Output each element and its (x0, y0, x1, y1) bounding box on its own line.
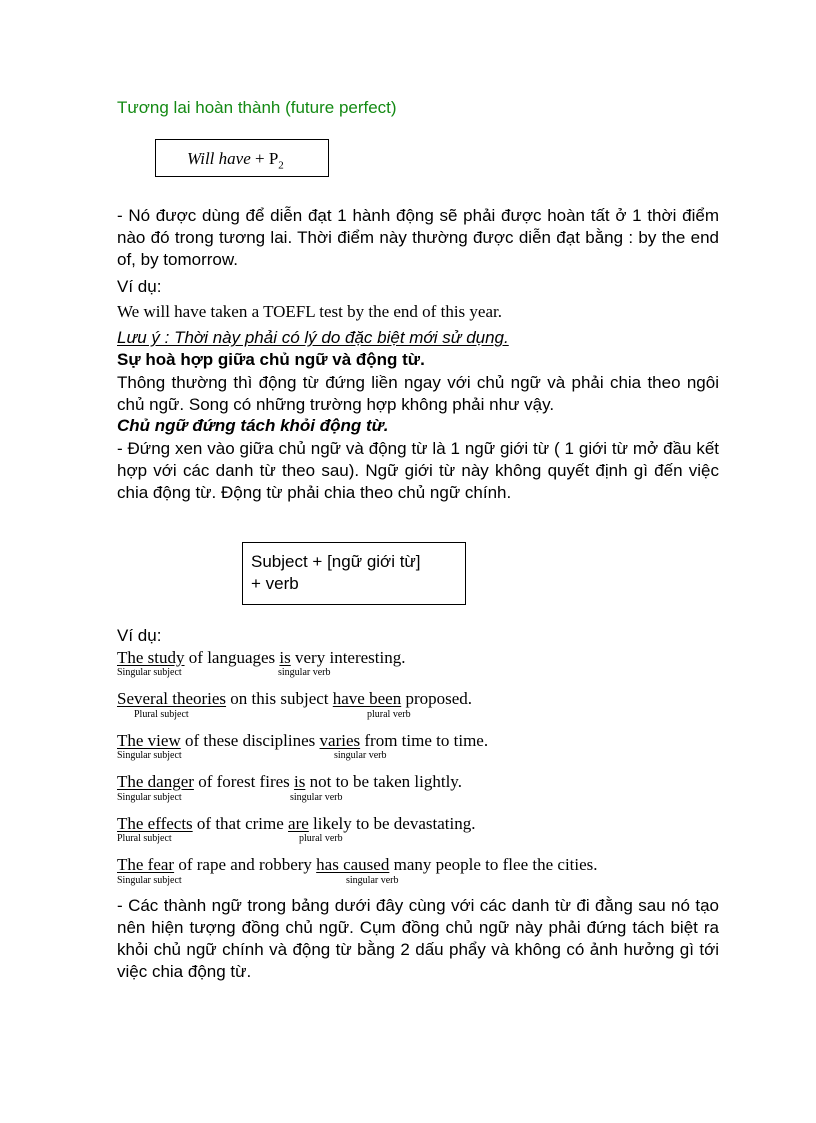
sentence-middle: of rape and robbery (174, 855, 317, 874)
subsection-heading: Chủ ngữ đứng tách khỏi động từ. (117, 416, 389, 435)
verb-label: singular verb (334, 750, 387, 761)
usage-note: Lưu ý : Thời này phải có lý do đặc biệt mới sử dụng. (117, 328, 509, 347)
example-sentence (117, 731, 488, 751)
sentence-subject: The effects (117, 814, 193, 833)
sentence-verb: is (279, 648, 291, 667)
sentence-rest: likely to be devastating. (308, 814, 476, 833)
sentence-rest: very interesting. (290, 648, 406, 667)
sentence-middle: of forest fires (193, 772, 295, 791)
example-sentence (117, 855, 598, 875)
sentence-middle: on this subject (226, 689, 333, 708)
verb-label: plural verb (367, 709, 411, 720)
formula-will-have: Will have (187, 149, 251, 168)
sentence-middle: of that crime (192, 814, 289, 833)
pattern-box (242, 542, 466, 605)
subject-label: Singular subject (117, 792, 182, 803)
formula-box (155, 139, 329, 177)
sentence-middle: of these disciplines (180, 731, 320, 750)
sentence-rest: from time to time. (360, 731, 489, 750)
example-sentence (117, 648, 405, 668)
sentence-subject: The danger (117, 772, 194, 791)
subject-label: Plural subject (117, 833, 172, 844)
sentence-verb: are (288, 814, 309, 833)
section-intro: Thông thường thì động từ đứng liền ngay với chủ ngữ và phải chia theo ngôi chủ ngữ. Song có những trường hợp không phải như vậy. (117, 373, 719, 414)
closing-paragraph: - Các thành ngữ trong bảng dưới đây cùng với các danh từ đi đằng sau nó tạo nên hiện tượng đồng chủ ngữ. Cụm đồng chủ ngữ này phải đứng tách biệt ra khỏi chủ ngữ chính và động từ bằng 2 dấu phẩy và không có ảnh hưởng gì tới việc chia động từ. (117, 896, 719, 981)
example-sentence (117, 814, 475, 834)
example-sentence (117, 689, 472, 709)
subject-label: Singular subject (117, 750, 182, 761)
sentence-verb: varies (319, 731, 361, 750)
formula-plus-p: + P (250, 149, 279, 168)
sentence-subject: The fear (117, 855, 175, 874)
example-sentence-1: We will have taken a TOEFL test by the end of this year. (117, 302, 502, 321)
subject-label: Plural subject (134, 709, 189, 720)
verb-label: singular verb (278, 667, 331, 678)
usage-description: - Nó được dùng để diễn đạt 1 hành động sẽ phải được hoàn tất ở 1 thời điểm nào đó trong tương lai. Thời điểm này thường được diễn đạt bằng : by the end of, by tomorrow. (117, 206, 719, 269)
verb-label: plural verb (299, 833, 343, 844)
subject-label: Singular subject (117, 875, 182, 886)
example-sentence (117, 772, 462, 792)
sentence-subject: The study (117, 648, 185, 667)
sentence-subject: Several theories (117, 689, 227, 708)
example-label-1: Ví dụ: (117, 277, 162, 296)
sentence-verb: have been (332, 689, 402, 708)
sentence-verb: has caused (316, 855, 390, 874)
pattern-line-2: + verb (251, 574, 299, 593)
example-label-2: Ví dụ: (117, 626, 162, 645)
sentence-rest: many people to flee the cities. (389, 855, 598, 874)
subsection-text: - Đứng xen vào giữa chủ ngữ và động từ là 1 ngữ giới từ ( 1 giới từ mở đầu kết hợp với các danh từ theo sau). Ngữ giới từ này không quyết định gì đến việc chia động từ. Động từ phải chia theo chủ ngữ chính. (117, 439, 719, 502)
sentence-verb: is (294, 772, 306, 791)
verb-label: singular verb (290, 792, 343, 803)
formula-subscript: 2 (278, 159, 284, 172)
sentence-subject: The view (117, 731, 181, 750)
section-heading: Sự hoà hợp giữa chủ ngữ và động từ. (117, 350, 425, 369)
sentence-rest: proposed. (401, 689, 473, 708)
verb-label: singular verb (346, 875, 399, 886)
sentence-middle: of languages (184, 648, 280, 667)
subject-label: Singular subject (117, 667, 182, 678)
sentence-rest: not to be taken lightly. (305, 772, 462, 791)
formula-text (187, 149, 284, 171)
lesson-title: Tương lai hoàn thành (future perfect) (117, 98, 397, 117)
pattern-line-1: Subject + [ngữ giới từ] (251, 552, 421, 571)
